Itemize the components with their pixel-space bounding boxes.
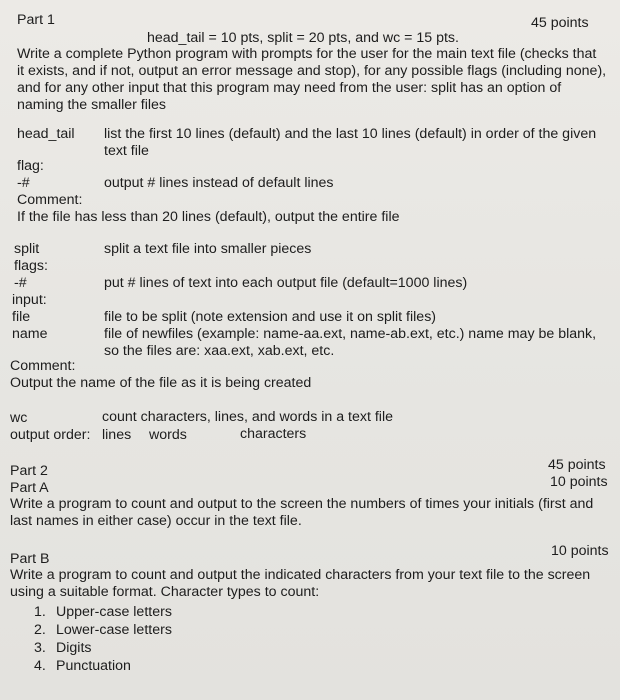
part1-points-breakdown: head_tail = 10 pts, split = 20 pts, and wc = 15 pts. — [147, 30, 459, 46]
split-description: split a text file into smaller pieces — [104, 241, 312, 257]
split-comment-label: Comment: — [10, 358, 76, 374]
head-tail-comment: If the file has less than 20 lines (default), output the entire file — [17, 209, 400, 225]
split-flags-label: flags: — [14, 258, 48, 274]
part1-title: Part 1 — [17, 12, 55, 28]
wc-output-order-characters: characters — [240, 426, 307, 442]
part2b-text: Write a program to count and output the indicated characters from your text file to the screen using a suitable format. Character types to count: — [10, 567, 591, 600]
split-file-label: file — [12, 309, 31, 325]
list-item: 3. Digits — [34, 640, 92, 656]
split-flag: -# — [14, 275, 27, 291]
part2a-text: Write a program to count and output to the screen the numbers of times your initials (first and last names in either case) occur in the text file. — [10, 496, 594, 529]
split-name-description: file of newfiles (example: name-aa.ext, name-ab.ext, etc.) name may be blank, so the files are: xaa.ext, xab.ext, etc. — [104, 326, 597, 359]
split-name-label: name — [12, 326, 48, 342]
wc-output-order-lines: lines — [102, 427, 132, 443]
part1-intro: Write a complete Python program with prompts for the user for the main text file (checks that it exists, and if not, output an error message and stop), for any possible flags (including none), and for any other input that this program may need from the user: split has an option of naming the smaller files — [17, 46, 607, 113]
part2a-title: Part A — [10, 480, 49, 496]
part2a-points: 10 points — [550, 474, 608, 490]
head-tail-flag-label: flag: — [17, 158, 44, 174]
part1-points: 45 points — [531, 15, 589, 31]
part2-title: Part 2 — [10, 463, 48, 479]
split-file-description: file to be split (note extension and use it on split files) — [104, 309, 437, 325]
head-tail-flag-description: output # lines instead of default lines — [104, 175, 334, 191]
list-item: 1. Upper-case letters — [34, 604, 172, 620]
character-types-list — [34, 603, 172, 675]
wc-description: count characters, lines, and words in a text file — [102, 409, 393, 425]
wc-label: wc — [10, 410, 28, 426]
part2b-points: 10 points — [551, 543, 609, 559]
split-comment: Output the name of the file as it is being created — [10, 375, 312, 391]
split-input-label: input: — [12, 292, 47, 308]
list-item: 2. Lower-case letters — [34, 622, 172, 638]
list-item: 4. Punctuation — [34, 658, 131, 674]
head-tail-description: list the first 10 lines (default) and the last 10 lines (default) in order of the given text file — [104, 126, 597, 159]
head-tail-comment-label: Comment: — [17, 192, 83, 208]
wc-output-order-words: words — [149, 427, 187, 443]
split-flag-description: put # lines of text into each output file (default=1000 lines) — [104, 275, 468, 291]
wc-output-order-label: output order: — [10, 427, 91, 443]
split-label: split — [14, 241, 40, 257]
head-tail-label: head_tail — [17, 126, 75, 142]
part2-points: 45 points — [548, 457, 606, 473]
head-tail-flag: -# — [17, 175, 30, 191]
part2b-title: Part B — [10, 551, 50, 567]
